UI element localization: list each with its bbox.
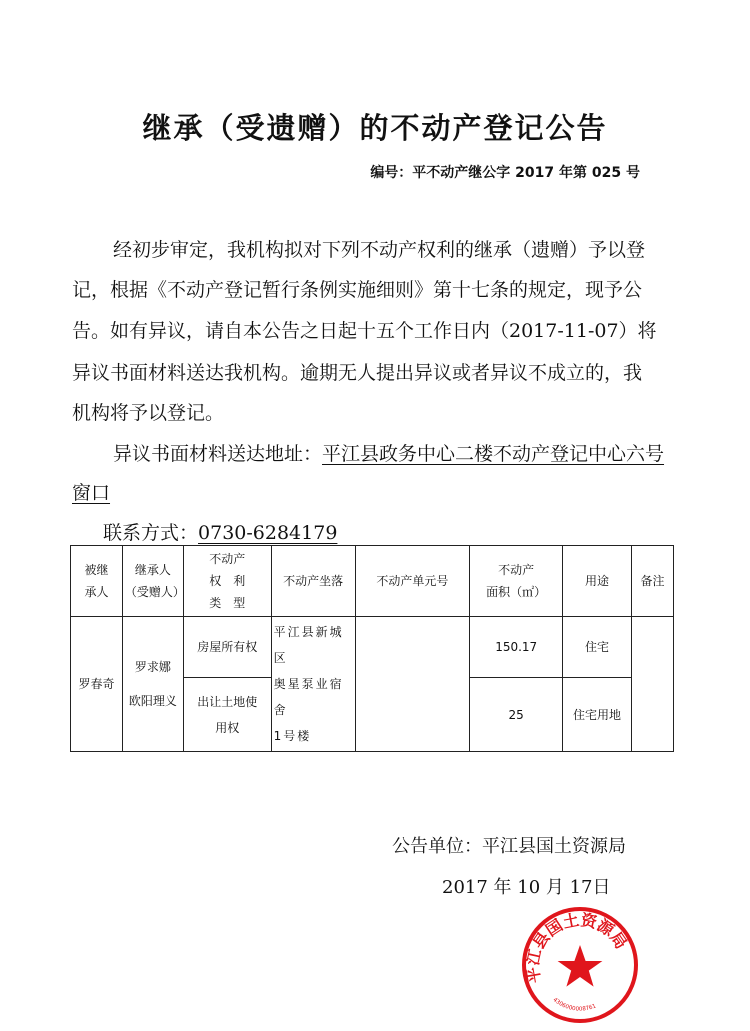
header-cell: 用途 [563,546,632,617]
area-cell: 25 [470,678,563,752]
use-cell: 住宅 [563,617,632,678]
document-number: 编号：平不动产继公字 2017 年第 025 号 [370,165,640,181]
header-cell: 不动产 权 利 类 型 [183,546,271,617]
address-line-cont [72,480,640,506]
address-label: 异议书面材料送达地址： [113,443,323,465]
address-value-cont: 窗口 [72,482,111,504]
use-cell: 住宅用地 [563,678,632,752]
right-type-cell: 出让土地使 用权 [183,678,271,752]
address-line [113,441,665,467]
issue-date: 2017 年 10 月 17日 [442,877,611,898]
address-value: 平江县政务中心二楼不动产登记中心六号 [322,443,665,465]
official-seal-stamp [520,905,640,1025]
seal-number: 4306000008761 [551,997,598,1013]
table-row [71,617,674,678]
header-cell: 不动产 面积（㎡） [470,546,563,617]
unit-number-cell [355,617,470,752]
contact-value: 0730-6284179 [198,522,338,544]
body-line: 经初步审定，我机构拟对下列不动产权利的继承（遗赠）予以登 [113,239,646,261]
body-line: 告。如有异议，请自本公告之日起十五个工作日内（2017-11-07）将 [72,320,657,342]
contact-label: 联系方式： [103,522,199,544]
right-type-cell: 房屋所有权 [183,617,271,678]
body-line: 机构将予以登记。 [72,402,225,424]
page-title: 继承（受遗赠）的不动产登记公告 [142,111,608,145]
body-line: 记，根据《不动产登记暂行条例实施细则》第十七条的规定，现予公 [72,279,643,301]
decedent-cell: 罗春奇 [71,617,123,752]
issuer: 公告单位：平江县国土资源局 [392,836,626,857]
table-header-row [71,546,674,617]
header-cell: 不动产坐落 [271,546,355,617]
header-cell: 备注 [631,546,673,617]
header-cell: 被继 承人 [71,546,123,617]
note-cell [631,617,673,752]
header-cell: 继承人 （受赠人） [122,546,183,617]
area-cell: 150.17 [470,617,563,678]
header-cell: 不动产单元号 [355,546,470,617]
heirs-cell: 罗求娜 欧阳理义 [122,617,183,752]
location-cell: 平江县新城区 奥星泵业宿舍 1号楼 [271,617,355,752]
property-table [70,545,674,752]
seal-text: 平江县国土资源局 [522,910,632,985]
body-line: 异议书面材料送达我机构。逾期无人提出异议或者异议不成立的，我 [72,362,643,384]
star-icon [558,945,603,987]
contact-line [103,518,337,545]
